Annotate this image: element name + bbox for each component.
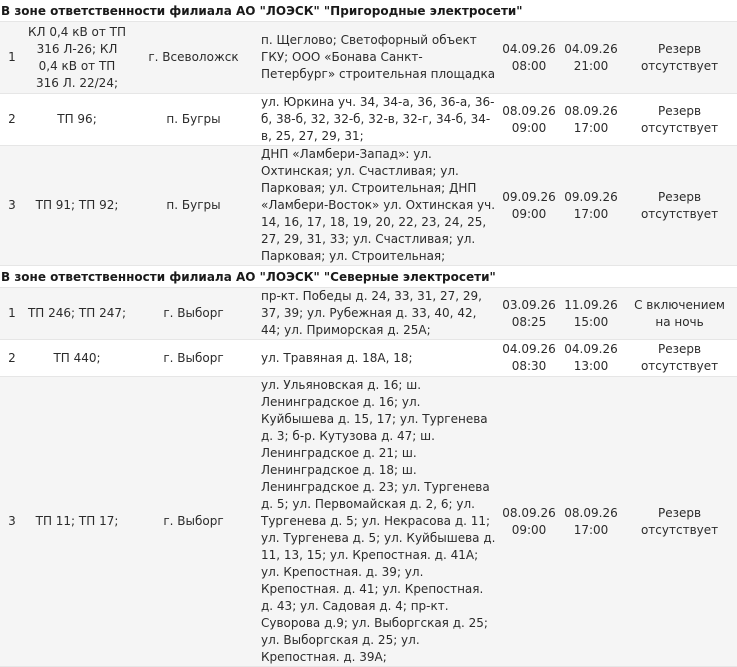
section-title: В зоне ответственности филиала АО "ЛОЭСК" "Северные электросети" bbox=[0, 266, 737, 288]
table-row bbox=[0, 22, 737, 94]
start-datetime-cell: 09.09.26 09:00 bbox=[498, 146, 560, 266]
end-datetime-cell: 08.09.26 17:00 bbox=[560, 377, 622, 667]
substation-cell: КЛ 0,4 кВ от ТП 316 Л-26; КЛ 0,4 кВ от ТП 316 Л. 22/24; bbox=[24, 22, 130, 94]
end-datetime-cell: 04.09.26 13:00 bbox=[560, 340, 622, 377]
start-datetime-cell: 03.09.26 08:25 bbox=[498, 288, 560, 340]
table-row bbox=[0, 146, 737, 266]
end-datetime-cell: 04.09.26 21:00 bbox=[560, 22, 622, 94]
table-row bbox=[0, 94, 737, 146]
row-number: 3 bbox=[0, 377, 24, 667]
locality-cell: п. Бугры bbox=[130, 146, 257, 266]
address-cell: ул. Ульяновская д. 16; ш. Ленинградское д. 16; ул. Куйбышева д. 15, 17; ул. Тургенева д. 3; б-р. Кутузова д. 47; ш. Ленинградское д. 21; ш. Ленинградское д. 18; ш. Ленинградское д. 23; ул. Тургенева д. 5; ул. Первомайская д. 2, 6; ул. Тургенева д. 5; ул. Некрасова д. 11; ул. Тургенева д. 5; ул. Куйбышева д. 11, 13, 15; ул. Крепостная. д. 41А; ул. Крепостная. д. 39; ул. Крепостная. д. 41; ул. Крепостная. д. 43; ул. Садовая д. 4; пр-кт. Суворова д.9; ул. Выборгская д. 25; ул. Выборгская д. 25; ул. Крепостная. д. 39А; bbox=[257, 377, 498, 667]
reserve-note-cell: Резерв отсутствует bbox=[622, 94, 737, 146]
start-datetime-cell: 04.09.26 08:30 bbox=[498, 340, 560, 377]
address-cell: п. Щеглово; Светофорный объект ГКУ; ООО «Бонава Санкт-Петербург» строительная площадка bbox=[257, 22, 498, 94]
address-cell: ул. Юркина уч. 34, 34-а, 36, 36-а, 36-б, 38-б, 32, 32-б, 32-в, 32-г, 34-б, 34-в, 25, 27, 29, 31; bbox=[257, 94, 498, 146]
locality-cell: г. Выборг bbox=[130, 340, 257, 377]
address-cell: пр-кт. Победы д. 24, 33, 31, 27, 29, 37, 39; ул. Рубежная д. 33, 40, 42, 44; ул. Приморская д. 25А; bbox=[257, 288, 498, 340]
row-number: 2 bbox=[0, 94, 24, 146]
reserve-note-cell: Резерв отсутствует bbox=[622, 22, 737, 94]
end-datetime-cell: 11.09.26 15:00 bbox=[560, 288, 622, 340]
start-datetime-cell: 08.09.26 09:00 bbox=[498, 94, 560, 146]
end-datetime-cell: 08.09.26 17:00 bbox=[560, 94, 622, 146]
section-header bbox=[0, 0, 737, 22]
substation-cell: ТП 246; ТП 247; bbox=[24, 288, 130, 340]
row-number: 2 bbox=[0, 340, 24, 377]
end-datetime-cell: 09.09.26 17:00 bbox=[560, 146, 622, 266]
start-datetime-cell: 04.09.26 08:00 bbox=[498, 22, 560, 94]
reserve-note-cell: С включением на ночь bbox=[622, 288, 737, 340]
section-header bbox=[0, 266, 737, 288]
table-row bbox=[0, 377, 737, 667]
address-cell: ул. Травяная д. 18А, 18; bbox=[257, 340, 498, 377]
row-number: 3 bbox=[0, 146, 24, 266]
reserve-note-cell: Резерв отсутствует bbox=[622, 340, 737, 377]
locality-cell: г. Выборг bbox=[130, 377, 257, 667]
substation-cell: ТП 11; ТП 17; bbox=[24, 377, 130, 667]
table-row bbox=[0, 288, 737, 340]
reserve-note-cell: Резерв отсутствует bbox=[622, 377, 737, 667]
address-cell: ДНП «Ламбери-Запад»: ул. Охтинская; ул. Счастливая; ул. Парковая; ул. Строительная; ДНП «Ламбери-Восток» ул. Охтинская уч. 14, 16, 17, 18, 19, 20, 22, 23, 24, 25, 27, 29, 31, 33; ул. Счастливая; ул. Парковая; ул. Строительная; bbox=[257, 146, 498, 266]
substation-cell: ТП 96; bbox=[24, 94, 130, 146]
substation-cell: ТП 91; ТП 92; bbox=[24, 146, 130, 266]
table-row bbox=[0, 340, 737, 377]
locality-cell: г. Выборг bbox=[130, 288, 257, 340]
row-number: 1 bbox=[0, 22, 24, 94]
locality-cell: г. Всеволожск bbox=[130, 22, 257, 94]
row-number: 1 bbox=[0, 288, 24, 340]
start-datetime-cell: 08.09.26 09:00 bbox=[498, 377, 560, 667]
reserve-note-cell: Резерв отсутствует bbox=[622, 146, 737, 266]
locality-cell: п. Бугры bbox=[130, 94, 257, 146]
substation-cell: ТП 440; bbox=[24, 340, 130, 377]
section-title: В зоне ответственности филиала АО "ЛОЭСК" "Пригородные электросети" bbox=[0, 0, 737, 22]
